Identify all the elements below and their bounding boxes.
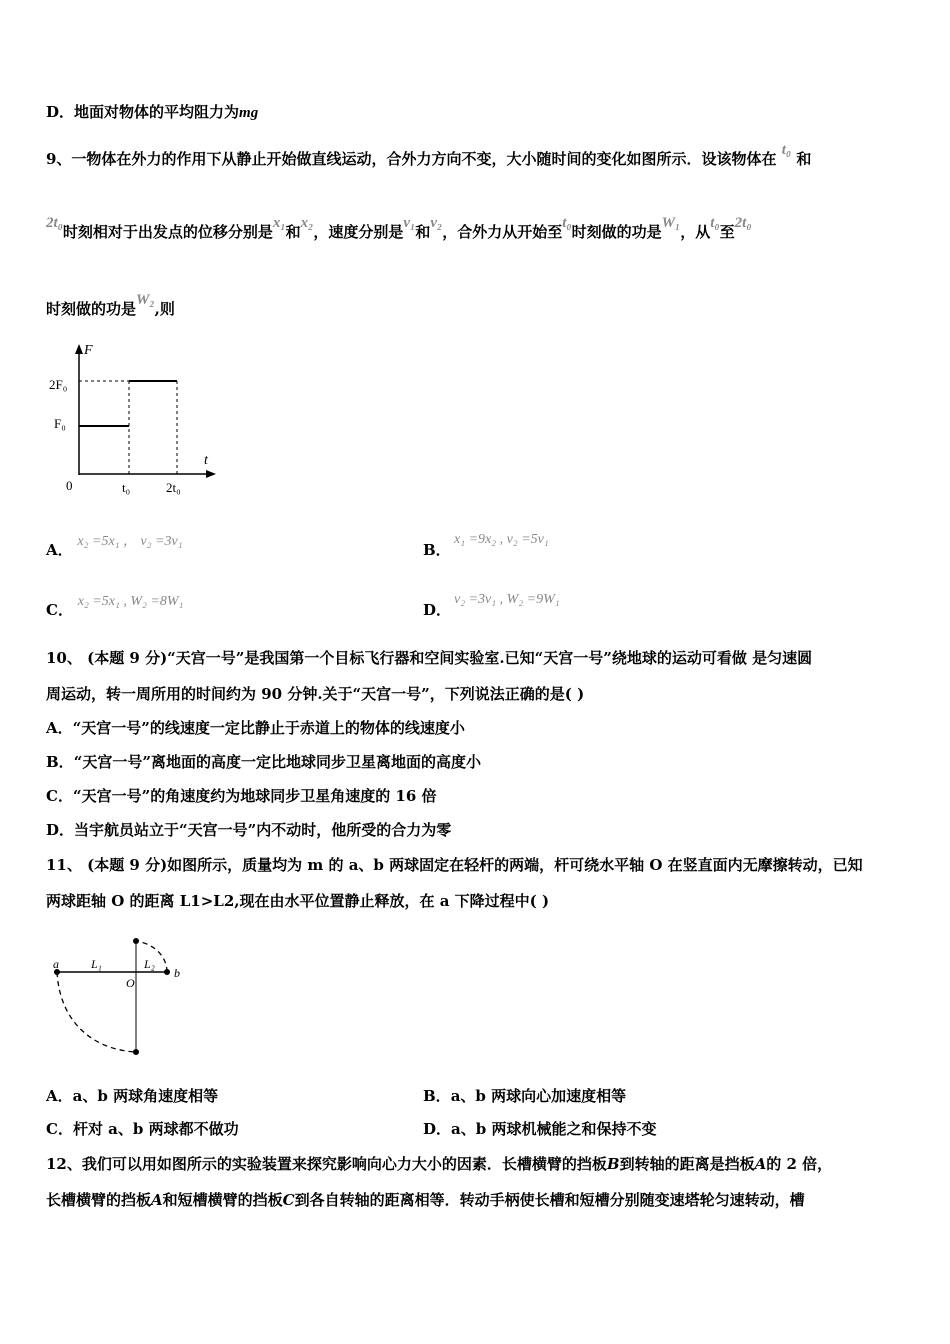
label-l2: L₂ [144,957,155,971]
label-o: O [126,976,135,990]
q9-line2-c: ，速度分别是 [313,223,404,241]
q12-line1-c: 的 2 倍， [766,1155,833,1173]
q8-option-d-label: D． [46,103,75,121]
q8-option-d [46,102,258,123]
q11-line2: 两球距轴 O 的距离 L1>L2,现在由水平位置静止释放，在 a 下降过程中( ) [46,892,550,910]
q11-option-b [423,1086,626,1106]
q10-option-c-text: “天宫一号”的角速度约为地球同步卫星角速度的 16 倍 [72,787,437,805]
y-tick-2f0: 2F₀ [49,377,68,392]
q9-w2-symbol: W₂ [136,292,155,308]
q9-line2-d: 和 [415,223,431,241]
x-axis-arrow [206,470,216,478]
q9-line3 [46,292,175,320]
q11-option-a-text: a、b 两球角速度相等 [72,1087,219,1105]
q12-line1-a: 12、我们可以用如图所示的实验装置来探究影响向心力大小的因素．长槽横臂的挡板 [46,1155,607,1173]
q10-option-a-text: “天宫一号”的线速度一定比静止于赤道上的物体的线速度小 [72,719,465,737]
q9-force-time-graph [46,340,226,500]
q10-option-c-label: C． [46,787,73,805]
q12-line2-a: 长槽横臂的挡板 [46,1191,152,1209]
q10-option-a [46,718,465,738]
q11-option-c-label: C． [46,1120,73,1138]
q9-line2-b: 和 [285,223,301,241]
ball-b [164,969,170,975]
q9-option-b-math: x₁ =9x₂ , v₂ =5v₁ [454,532,549,547]
q9-line1 [46,142,812,170]
q9-line2-h: 至 [719,223,735,241]
q11-option-d-label: D． [423,1120,452,1138]
y-tick-f0: F₀ [54,416,66,431]
q10-option-d-label: D． [46,821,75,839]
q10-option-b-label: B． [46,753,74,771]
q9-line2-g: ，从 [680,223,711,241]
q11-options-row2 [46,1119,657,1139]
q9-option-c-math: x₂ =5x₁ , W₂ =8W₁ [77,594,184,609]
q10-option-c [46,786,437,806]
q9-option-a-label: A． [46,541,73,559]
q9-line3-a: 时刻做的功是 [46,300,137,318]
q9-2t0-symbol-2: 2t₀ [734,215,752,231]
q11-option-d [423,1119,656,1139]
x-tick-2t0: 2t₀ [166,480,181,495]
q12-a-symbol-2: A [151,1191,163,1209]
q11-rod-figure [46,930,196,1065]
q9-option-b-label: B． [423,541,451,559]
q9-line2 [46,215,752,243]
ball-b-end [133,938,139,944]
q12-line2 [46,1190,805,1210]
q9-option-c-label: C． [46,601,73,619]
q10-line2: 周运动，转一周所用的时间约为 90 分钟.关于“天宫一号”，下列说法正确的是( ) [46,685,585,703]
q8-option-d-math: mg [239,105,259,121]
label-a: a [53,957,59,971]
ball-a-end [133,1049,139,1055]
q12-line1-b: 到转轴的距离是挡板 [619,1155,755,1173]
q9-option-d-math: v₂ =3v₁ , W₂ =9W₁ [454,592,560,607]
q9-x1-symbol: x₁ [272,215,286,231]
x-tick-t0: t₀ [122,480,131,495]
q11-line1: 11、 (本题 9 分)如图所示，质量均为 m 的 a、b 两球固定在轻杆的两端，杆可绕水平轴 O 在竖直面内无摩擦转动，已知 [46,856,863,874]
q9-option-a-math: x₂ =5x₁ ， v₂ =3v₁ [77,534,183,549]
q9-x2-symbol: x₂ [300,215,314,231]
q9-line2-e: ，合外力从开始至 [442,223,563,241]
q11-option-b-label: B． [423,1087,451,1105]
a-swing-arc [57,972,136,1052]
q9-options-row1 [46,532,549,562]
q9-line2-a: 时刻相对于出发点的位移分别是 [62,223,273,241]
q10-option-b [46,752,481,772]
q9-options-row2 [46,592,560,622]
q9-line2-f: 时刻做的功是 [571,223,662,241]
y-axis-label: F [84,343,93,358]
y-axis-arrow [75,344,83,354]
q10-option-b-text: “天宫一号”离地面的高度一定比地球同步卫星离地面的高度小 [73,753,481,771]
q11-options-row1 [46,1086,627,1106]
q11-option-a-label: A． [46,1087,73,1105]
q11-option-b-text: a、b 两球向心加速度相等 [450,1087,627,1105]
q12-c-symbol: C [282,1191,295,1209]
q9-option-d-label: D． [423,601,452,619]
q9-v1-symbol: v₁ [403,215,416,231]
q9-t0-symbol: t₀ [781,142,792,158]
q9-w1-symbol: W₁ [661,215,681,231]
q10-option-a-label: A． [46,719,73,737]
q10-option-d [46,820,451,840]
q9-line1-text: 9、一物体在外力的作用下从静止开始做直线运动，合外力方向不变，大小随时间的变化如图所示．设该物体在 [46,150,777,168]
q11-option-d-text: a、b 两球机械能之和保持不变 [451,1120,657,1138]
q10-option-d-text: 当宇航员站立于“天宫一号”内不动时，他所受的合力为零 [74,821,452,839]
q11-option-c-text: 杆对 a、b 两球都不做功 [72,1120,239,1138]
q9-t0-symbol-2: t₀ [562,215,572,231]
q10-line1: 10、 (本题 9 分)“天宫一号”是我国第一个目标飞行器和空间实验室.已知“天宫一号”绕地球的运动可看做 是匀速圆 [46,649,813,667]
q9-line1-end: 和 [796,150,812,168]
q9-line3-b: ,则 [154,300,175,318]
q12-line2-b: 和短槽横臂的挡板 [162,1191,283,1209]
q12-line1 [46,1154,832,1174]
x-axis-label: t [204,453,208,468]
origin-label: 0 [66,478,73,493]
q9-t0-symbol-3: t₀ [710,215,720,231]
label-b: b [174,966,180,980]
q12-b-symbol: B [606,1155,620,1173]
q8-option-d-text: 地面对物体的平均阻力为 [74,103,240,121]
q9-2t0-symbol: 2t₀ [46,215,63,231]
q12-a-symbol: A [754,1155,767,1173]
label-l1: L₁ [91,957,102,971]
q12-line2-c: 到各自转轴的距离相等．转动手柄使长槽和短槽分别随变速塔轮匀速转动，槽 [294,1191,805,1209]
q9-v2-symbol: v₂ [430,215,443,231]
